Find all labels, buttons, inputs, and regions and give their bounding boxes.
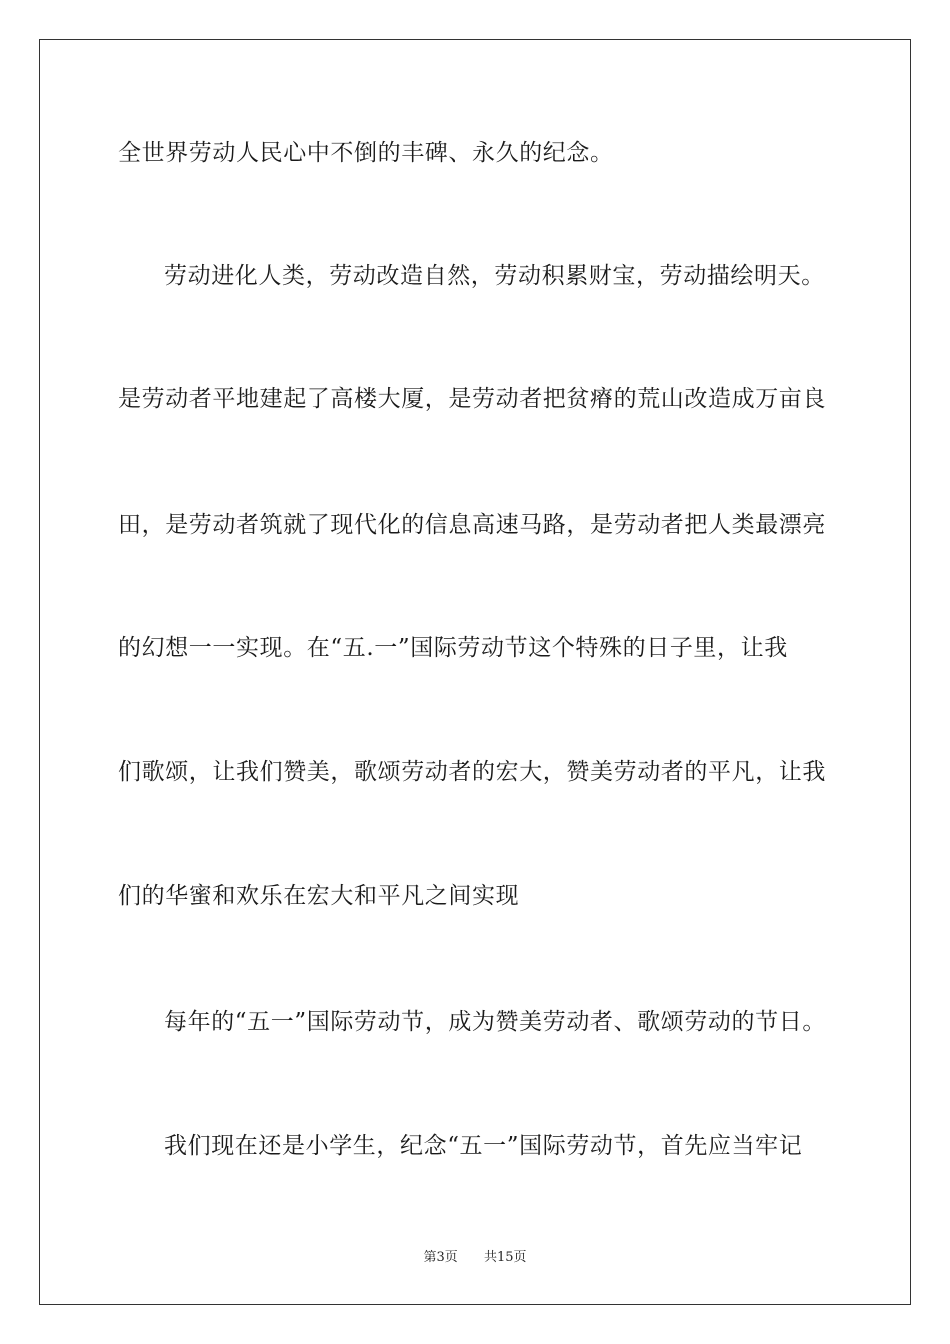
page-number: 第3页 [423, 1250, 458, 1265]
text-line-3: 是劳动者平地建起了高楼大厦，是劳动者把贫瘠的荒山改造成万亩良 [118, 386, 826, 412]
text-line-4: 田，是劳动者筑就了现代化的信息高速马路，是劳动者把人类最漂亮 [118, 512, 826, 538]
text-line-2: 劳动进化人类，劳动改造自然，劳动积累财宝，劳动描绘明天。 [164, 263, 825, 289]
text-line-7: 们的华蜜和欢乐在宏大和平凡之间实现 [118, 883, 520, 909]
text-line-9: 我们现在还是小学生，纪念“五一”国际劳动节，首先应当牢记 [164, 1133, 803, 1159]
text-line-8: 每年的“五一”国际劳动节，成为赞美劳动者、歌颂劳动的节日。 [164, 1009, 826, 1035]
text-line-1: 全世界劳动人民心中不倒的丰碑、永久的纪念。 [118, 140, 614, 166]
text-line-6: 们歌颂，让我们赞美，歌颂劳动者的宏大，赞美劳动者的平凡，让我 [118, 759, 826, 785]
text-line-5: 的幻想一一实现。在“五.一”国际劳动节这个特殊的日子里，让我 [118, 635, 788, 661]
total-pages: 共15页 [484, 1250, 527, 1265]
page-border [39, 39, 911, 1305]
page-footer [0, 1250, 950, 1266]
